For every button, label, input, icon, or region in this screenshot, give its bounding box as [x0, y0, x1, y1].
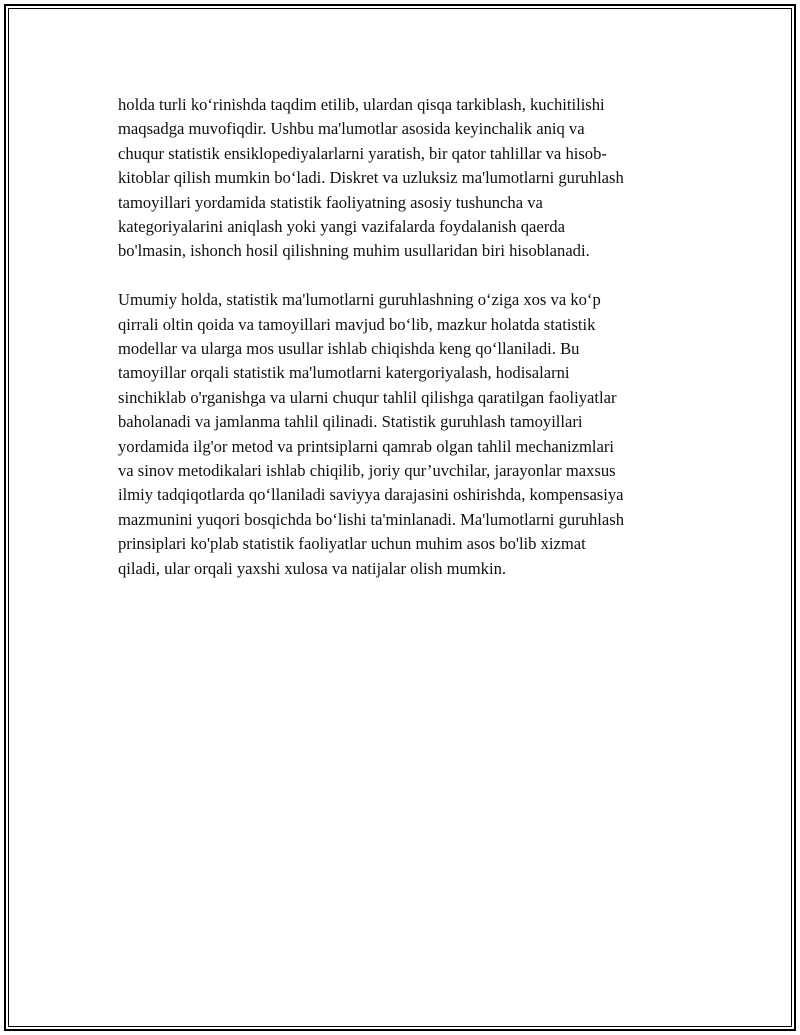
paragraph-2	[118, 288, 680, 581]
text-line: sinchiklab o'rganishga va ularni chuqur tahlil qilishga qaratilgan faoliyatlar	[118, 387, 617, 407]
text-line: modellar va ularga mos usullar ishlab chiqishda keng qo‘llaniladi. Bu	[118, 339, 580, 359]
text-line: kitoblar qilish mumkin bo‘ladi. Diskret va uzluksiz ma'lumotlarni guruhlash	[118, 168, 624, 188]
text-line: prinsiplari ko'plab statistik faoliyatlar uchun muhim asos bo'lib xizmat	[118, 534, 586, 554]
text-line: mazmunini yuqori bosqichda bo‘lishi ta'minlanadi. Ma'lumotlarni guruhlash	[118, 509, 625, 529]
text-line: qirrali oltin qoida va tamoyillari mavjud bo‘lib, mazkur holatda statistik	[118, 314, 596, 334]
text-line: maqsadga muvofiqdir. Ushbu ma'lumotlar asosida keyinchalik aniq va	[118, 119, 585, 139]
text-line: ilmiy tadqiqotlarda qo‘llaniladi saviyya darajasini oshirishda, kompensasiya	[118, 485, 624, 505]
paragraph-1	[118, 93, 680, 264]
text-line: va sinov metodikalari ishlab chiqilib, joriy qur’uvchilar, jarayonlar maxsus	[118, 461, 616, 481]
text-line: kategoriyalarini aniqlash yoki yangi vazifalarda foydalanish qaerda	[118, 217, 565, 237]
document-body	[118, 93, 680, 581]
text-line: holda turli ko‘rinishda taqdim etilib, ulardan qisqa tarkiblash, kuchitilishi	[118, 95, 605, 114]
text-line: tamoyillar orqali statistik ma'lumotlarni katergoriyalash, hodisalarni	[118, 363, 570, 383]
text-line: chuqur statistik ensiklopediyalarlarni yaratish, bir qator tahlillar va hisob-	[118, 143, 607, 163]
text-line: Umumiy holda, statistik ma'lumotlarni guruhlashning o‘ziga xos va ko‘p	[118, 290, 601, 310]
text-line: baholanadi va jamlanma tahlil qilinadi. Statistik guruhlash tamoyillari	[118, 412, 583, 432]
text-line: yordamida ilg'or metod va printsiplarni qamrab olgan tahlil mechanizmlari	[118, 436, 615, 456]
text-line: bo'lmasin, ishonch hosil qilishning muhim usullaridan biri hisoblanadi.	[118, 241, 590, 261]
text-line: tamoyillari yordamida statistik faoliyatning asosiy tushuncha va	[118, 192, 543, 212]
text-line: qiladi, ular orqali yaxshi xulosa va natijalar olish mumkin.	[118, 558, 507, 578]
